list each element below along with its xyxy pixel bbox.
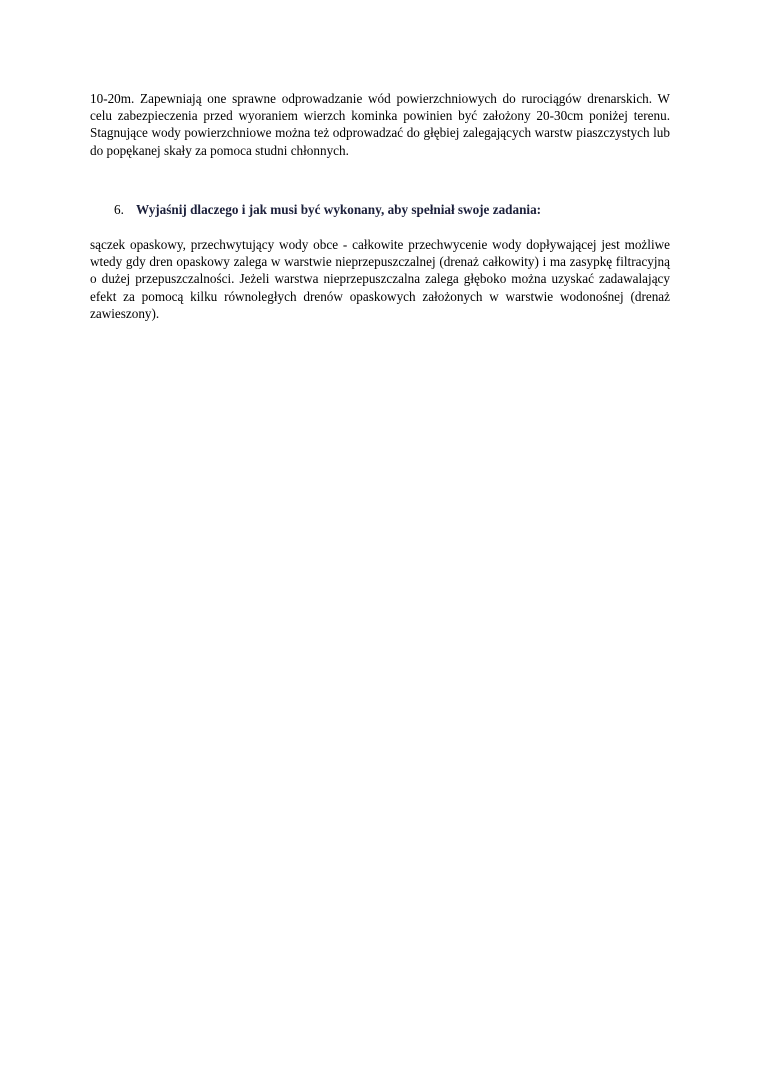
question-number: 6. bbox=[114, 202, 124, 217]
question-text: Wyjaśnij dlaczego i jak musi być wykonany, aby spełniał swoje zadania: bbox=[136, 202, 542, 217]
question-heading bbox=[114, 201, 670, 218]
paragraph-drainage-wells: 10-20m. Zapewniają one sprawne odprowadzanie wód powierzchniowych do rurociągów drenarskich. W celu zabezpieczenia przed wyoraniem wierzch kominka powinien być założony 20-30cm poniżej terenu. Stagnujące wody powierzchniowe można też odprowadzać do głębiej zalegających warstw piaszczystych lub do popękanej skały za pomoca studni chłonnych. bbox=[90, 91, 670, 158]
paragraph-answer: sączek opaskowy, przechwytujący wody obce - całkowite przechwycenie wody dopływającej jest możliwe wtedy gdy dren opaskowy zalega w warstwie nieprzepuszczalnej (drenaż całkowity) i ma zasypkę filtracyjną o dużej przepuszczalności. Jeżeli warstwa nieprzepuszczalna zalega głęboko można uzyskać zadawalający efekt za pomocą kilku równoległych drenów opaskowych założonych w warstwie wodonośnej (drenaż zawieszony). bbox=[90, 237, 670, 321]
